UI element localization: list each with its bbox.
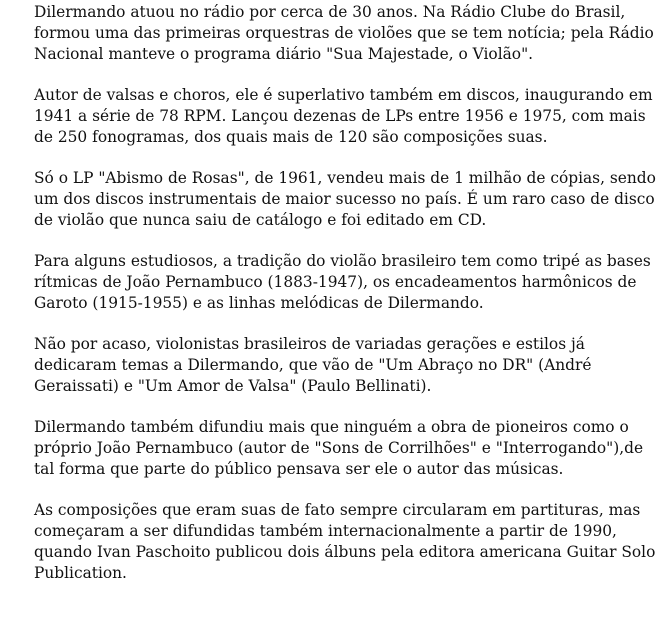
paragraph-international: As composições que eram suas de fato sempre circularam em partituras, mas começaram a ser difundidas também internacionalmente a partir de 1990, quando Ivan Paschoito publicou dois álbuns pela editora americana Guitar Solo Publication.	[34, 501, 656, 582]
paragraph-discography: Autor de valsas e choros, ele é superlativo também em discos, inaugurando em 1941 a série de 78 RPM. Lançou dezenas de LPs entre 1956 e 1975, com mais de 250 fonogramas, dos quais mais de 120 são composições suas.	[34, 86, 653, 146]
paragraph-radio-career: Dilermando atuou no rádio por cerca de 30 anos. Na Rádio Clube do Brasil, formou uma das primeiras orquestras de violões que se tem notícia; pela Rádio Nacional manteve o programa diário "Sua Majestade, o Violão".	[34, 3, 654, 63]
paragraph-tributes: Não por acaso, violonistas brasileiros de variadas gerações e estilos já dedicaram temas a Dilermando, que vão de "Um Abraço no DR" (André Geraissati) e "Um Amor de Valsa" (Paulo Bellinati).	[34, 335, 592, 395]
paragraph-tradition: Para alguns estudiosos, a tradição do violão brasileiro tem como tripé as bases rítmicas de João Pernambuco (1883-1947), os encadeamentos harmônicos de Garoto (1915-1955) e as linhas melódicas de Dilermando.	[34, 252, 651, 312]
paragraph-pioneers: Dilermando também difundiu mais que ninguém a obra de pioneiros como o próprio João Pernambuco (autor de "Sons de Corrilhões" e "Interrogando"),de tal forma que parte do público pensava ser ele o autor das músicas.	[34, 418, 644, 478]
paragraph-abismo-de-rosas: Só o LP "Abismo de Rosas", de 1961, vendeu mais de 1 milhão de cópias, sendo um dos discos instrumentais de maior sucesso no país. É um raro caso de disco de violão que nunca saiu de catálogo e foi editado em CD.	[34, 169, 656, 229]
